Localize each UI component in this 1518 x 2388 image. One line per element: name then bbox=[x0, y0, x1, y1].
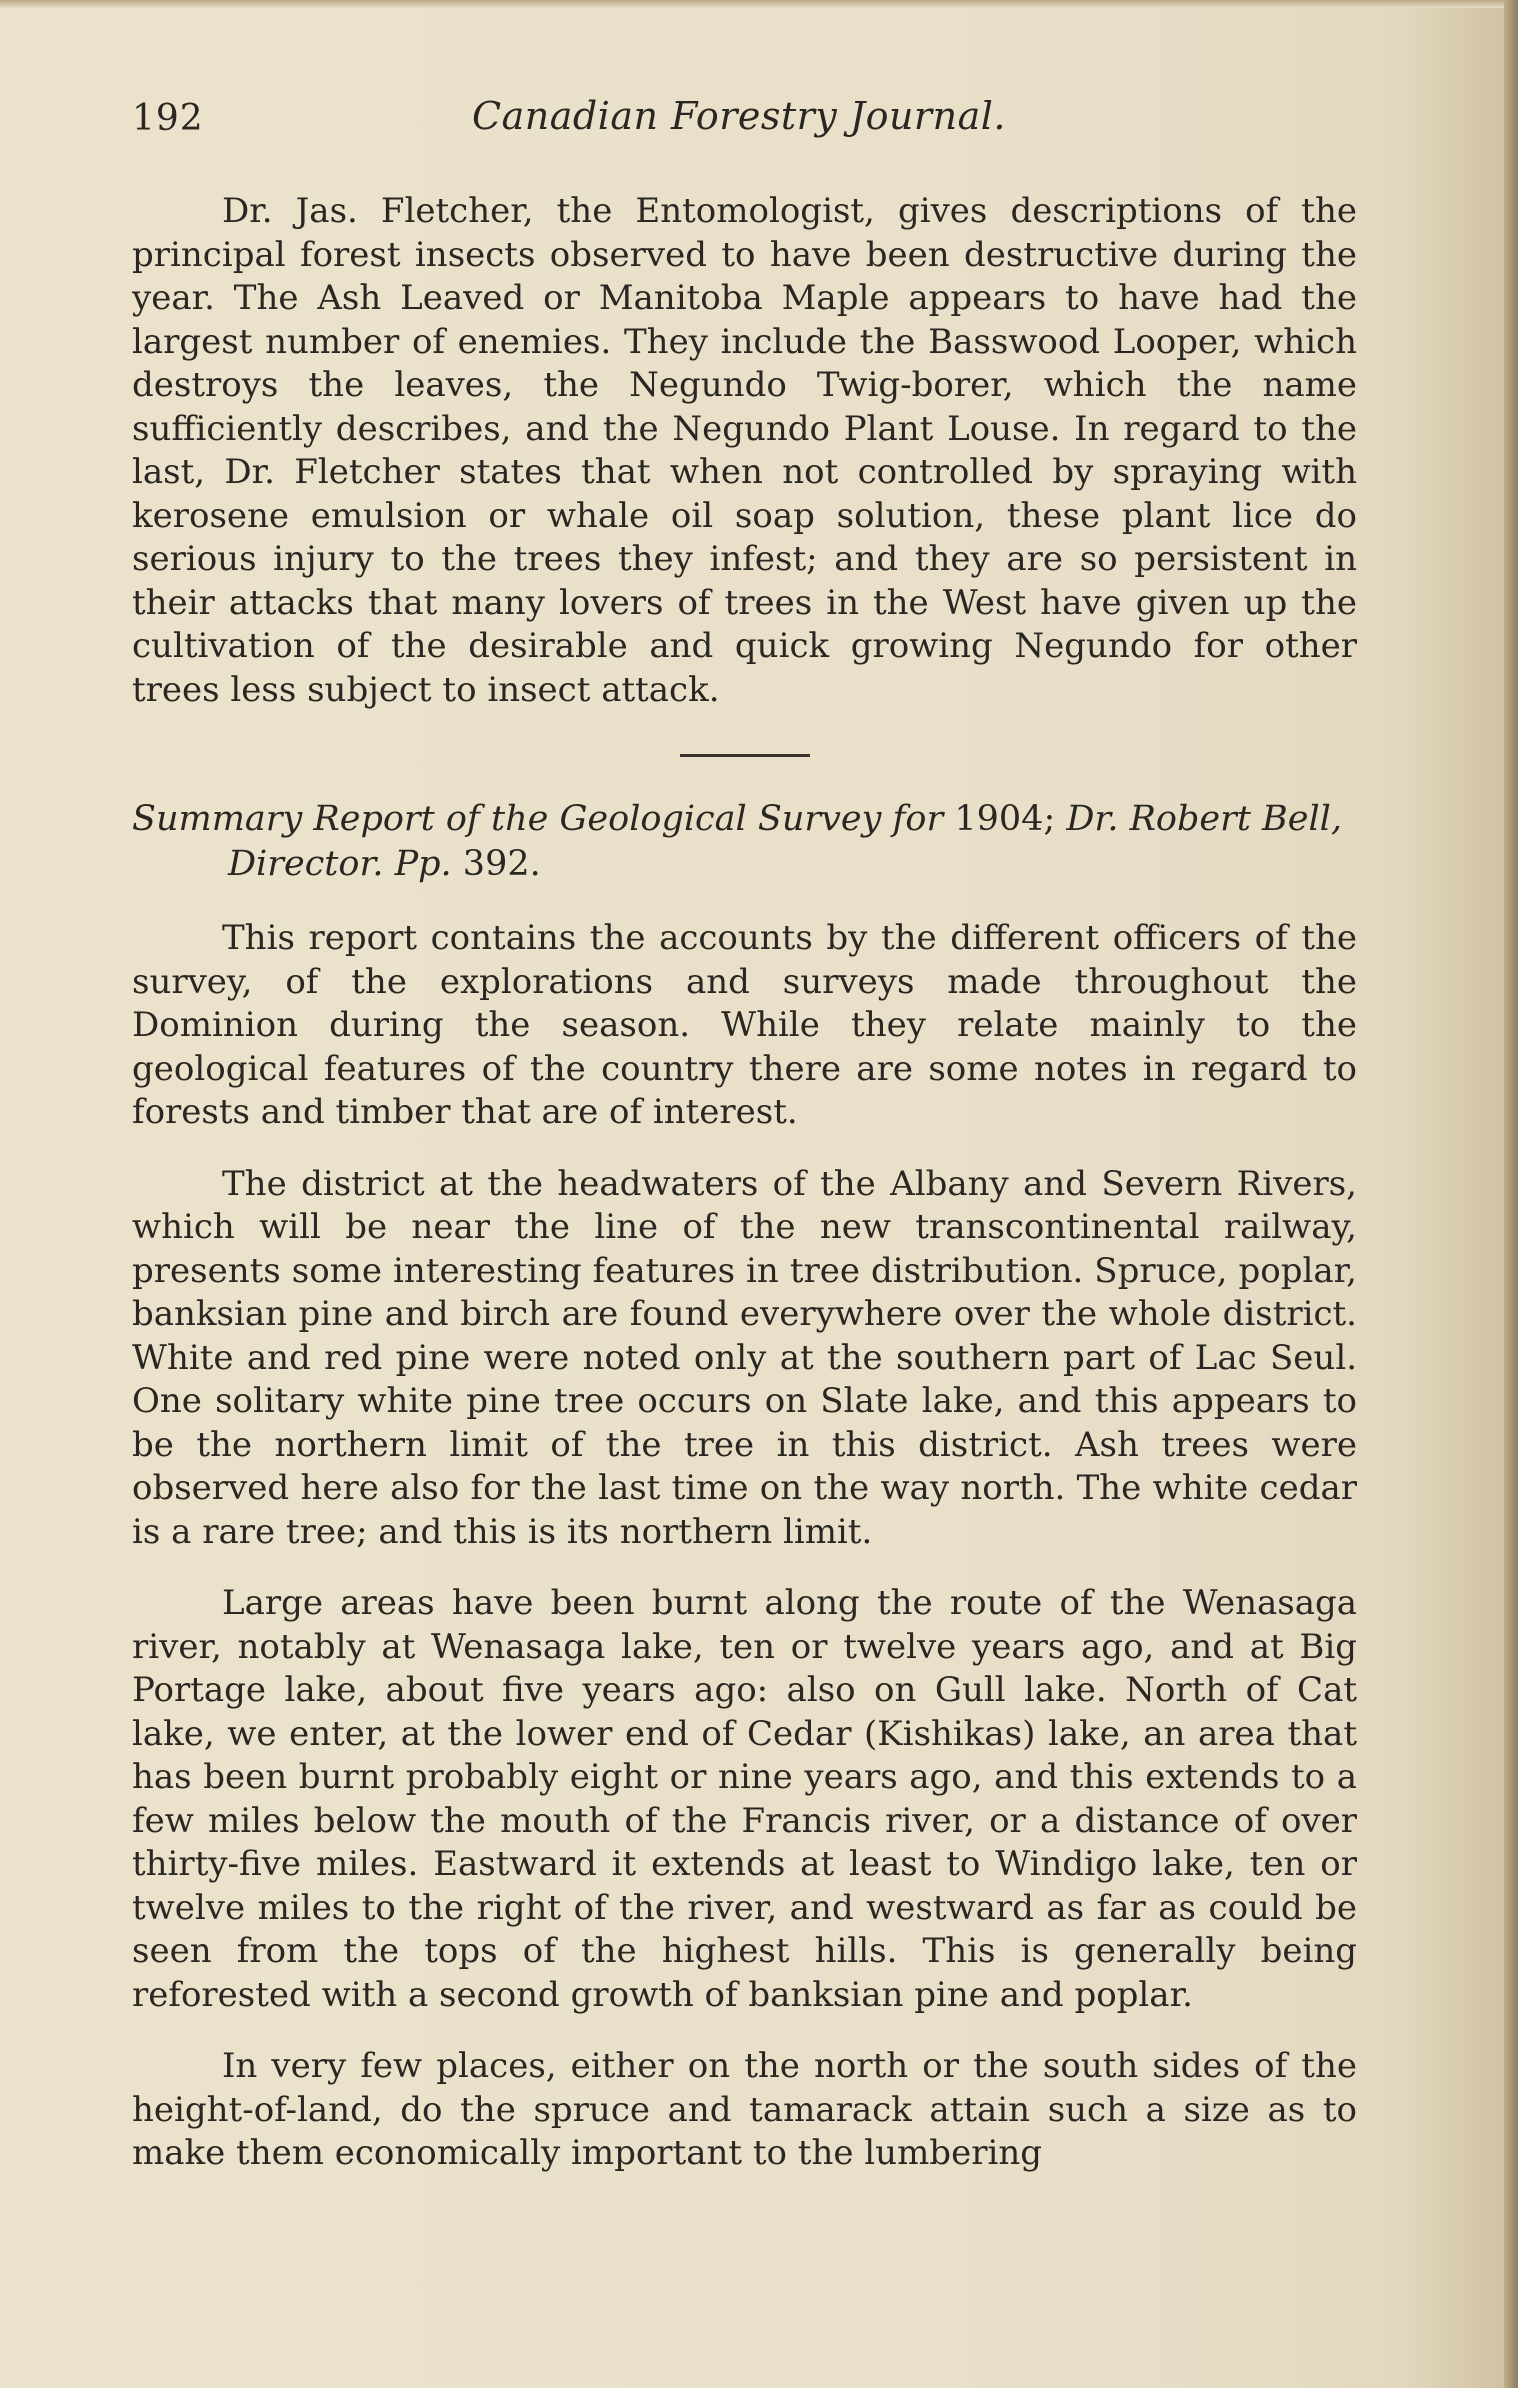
citation-pages: 392. bbox=[451, 844, 541, 884]
citation-year: 1904; bbox=[943, 799, 1067, 839]
report-citation bbox=[132, 797, 1357, 887]
paragraph-report-intro: This report contains the accounts by the different officers of the survey, of the explorations and surveys made throughout the Dominion during the season. While they relate mainly to the geological features of the country there are some notes in regard to forests and timber that are of interest. bbox=[132, 918, 1357, 1132]
paragraph-tree-distribution: The district at the headwaters of the Albany and Severn Rivers, which will be near the line of the new transcontinental railway, presents some interesting features in tree distribution. Spruce, poplar, banksian pine and birch are found everywhere over the whole district. White and red pine were noted only at the southern part of Lac Seul. One solitary white pine tree occurs on Slate lake, and this appears to be the northern limit of the tree in this district. Ash trees were observed here also for the last time on the way north. The white cedar is a rare tree; and this is its northern limit. bbox=[132, 1163, 1357, 1552]
section-divider bbox=[680, 754, 810, 757]
running-title: Canadian Forestry Journal. bbox=[472, 94, 1006, 138]
paragraph-spruce-tamarack: In very few places, either on the north or the south sides of the height-of-land, do the spruce and tamarack attain such a size as to make them economically important to the lumbering bbox=[132, 2046, 1357, 2173]
page-number: 192 bbox=[132, 98, 204, 139]
page-header bbox=[132, 92, 1352, 152]
paragraph-burnt-areas: Large areas have been burnt along the route of the Wenasaga river, notably at Wenasaga lake, ten or twelve years ago, and at Big Portage lake, about five years ago: also on Gull lake. North of Cat lake, we enter, at the lower end of Cedar (Kishikas) lake, an area that has been burnt probably eight or nine years ago, and this extends to a few miles below the mouth of the Francis river, or a distance of over thirty-five miles. Eastward it extends at least to Windigo lake, ten or twelve miles to the right of the river, and westward as far as could be seen from the tops of the highest hills. This is generally being reforested with a second growth of banksian pine and poplar. bbox=[132, 1583, 1357, 2015]
page-body bbox=[132, 190, 1357, 2176]
page-spine-edge bbox=[1504, 0, 1518, 2388]
citation-author: Dr. Robert Bell, Director. bbox=[228, 799, 1342, 884]
citation-pages-label: Pp. bbox=[383, 844, 452, 884]
page-top-edge bbox=[0, 0, 1518, 8]
citation-title: Summary Report of the Geological Survey for bbox=[132, 799, 944, 839]
paragraph-fletcher: Dr. Jas. Fletcher, the Entomologist, gives descriptions of the principal forest insects observed to have been destructive during the year. The Ash Leaved or Manitoba Maple appears to have had the largest number of enemies. They include the Basswood Looper, which destroys the leaves, the Negundo Twig-borer, which the name sufficiently describes, and the Negundo Plant Louse. In regard to the last, Dr. Fletcher states that when not controlled by spraying with kerosene emulsion or whale oil soap solution, these plant lice do serious injury to the trees they infest; and they are so persistent in their attacks that many lovers of trees in the West have given up the cultivation of the desirable and quick growing Negundo for other trees less subject to insect attack. bbox=[132, 191, 1357, 710]
